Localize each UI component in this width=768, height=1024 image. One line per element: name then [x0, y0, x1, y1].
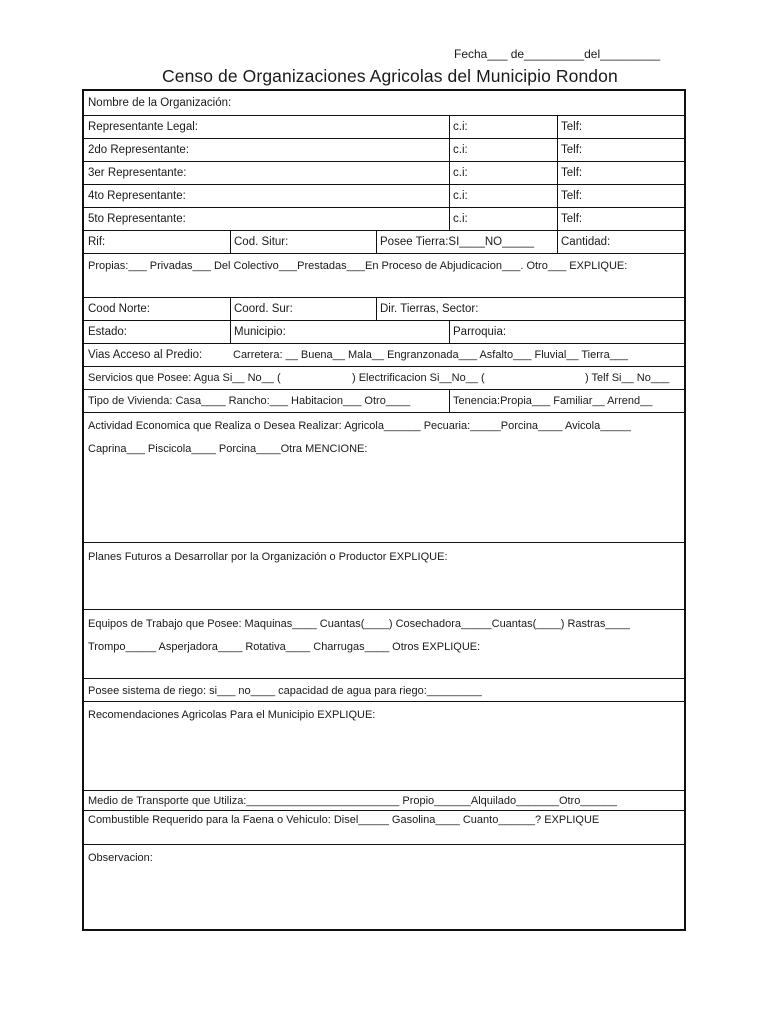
row-vivienda: [84, 389, 684, 413]
label-propias: Propias:___ Privadas___ Del Colectivo___Prestadas___En Proceso de Abjudicacion___. Otro___ EXPLIQUE:: [88, 260, 628, 272]
equipos-line-1: Equipos de Trabajo que Posee: Maquinas____ Cuantas(____) Cosechadora_____Cuantas(____) Rastras____: [88, 618, 630, 630]
servicios-telf: ) Telf Si__ No___: [585, 372, 670, 384]
row-combustible: [84, 810, 684, 845]
cell-telf: Telf:: [557, 116, 684, 139]
label-estado: Estado:: [88, 326, 127, 338]
cell-telf: Telf:: [557, 162, 684, 185]
label-observacion: Observacion:: [88, 852, 153, 864]
cell-dir-tierras: Dir. Tierras, Sector:: [376, 298, 684, 321]
row-rif: [84, 230, 684, 254]
label-nombre: Nombre de la Organización:: [88, 97, 232, 109]
vias-options: Carretera: __ Buena__ Mala__ Engranzonada___ Asfalto___ Fluvial__ Tierra___: [233, 349, 629, 361]
row-propias: [84, 253, 684, 298]
servicios-agua: Servicios que Posee: Agua Si__ No__ (: [88, 372, 281, 384]
label-vivienda: Tipo de Vivienda: Casa____ Rancho:___ Habitacion___ Otro____: [88, 395, 411, 407]
label-rif: Rif:: [88, 236, 106, 248]
row-rep4: [84, 184, 684, 208]
label-rep5: 5to Representante:: [88, 213, 186, 225]
cell-parroquia: Parroquia:: [449, 321, 684, 344]
label-combustible: Combustible Requerido para la Faena o Vehiculo: Disel_____ Gasolina____ Cuanto______? EXPLIQUE: [88, 814, 600, 826]
row-coordenadas: [84, 297, 684, 321]
cell-ci: c.i:: [449, 208, 557, 231]
row-nombre: [84, 91, 684, 115]
servicios-electrificacion: ) Electrificacion Si__No__ (: [352, 372, 485, 384]
row-equipos: [84, 609, 684, 679]
label-riego: Posee sistema de riego: si___ no____ capacidad de agua para riego:_________: [88, 685, 482, 697]
row-riego: [84, 678, 684, 702]
cell-cod-situr: Cod. Situr:: [230, 231, 376, 254]
date-line: Fecha___ de_________del_________: [454, 47, 661, 61]
cell-tenencia: Tenencia:Propia___ Familiar__ Arrend__: [449, 390, 684, 413]
label-vias: Vias Acceso al Predio:: [88, 349, 203, 361]
actividad-line-1: Actividad Economica que Realiza o Desea Realizar: Agricola______ Pecuaria:_____Porcina____ Avicola_____: [88, 420, 631, 432]
cell-ci: c.i:: [449, 185, 557, 208]
row-actividad-economica: [84, 412, 684, 543]
cell-municipio: Municipio:: [230, 321, 449, 344]
row-servicios: [84, 366, 684, 390]
label-rep-legal: Representante Legal:: [88, 121, 198, 133]
label-rep3: 3er Representante:: [88, 167, 187, 179]
cell-ci: c.i:: [449, 162, 557, 185]
row-rep2: [84, 138, 684, 162]
row-rep3: [84, 161, 684, 185]
label-planes: Planes Futuros a Desarrollar por la Organización o Productor EXPLIQUE:: [88, 551, 448, 563]
cell-telf: Telf:: [557, 185, 684, 208]
label-rep4: 4to Representante:: [88, 190, 186, 202]
row-recomendaciones: [84, 701, 684, 791]
row-rep-legal: [84, 115, 684, 139]
row-estado: [84, 320, 684, 344]
actividad-line-2: Caprina___ Piscicola____ Porcina____Otra MENCIONE:: [88, 443, 368, 455]
label-recomendaciones: Recomendaciones Agricolas Para el Municipio EXPLIQUE:: [88, 709, 376, 721]
label-rep2: 2do Representante:: [88, 144, 190, 156]
cell-posee-tierra: Posee Tierra:SI____NO_____: [376, 231, 557, 254]
cell-telf: Telf:: [557, 139, 684, 162]
cell-ci: c.i:: [449, 116, 557, 139]
label-transporte: Medio de Transporte que Utiliza:_________________________ Propio______Alquilado_______Otro______: [88, 795, 618, 807]
label-cood-norte: Cood Norte:: [88, 303, 151, 315]
row-planes-futuros: [84, 542, 684, 610]
cell-cantidad: Cantidad:: [557, 231, 684, 254]
census-form: [82, 89, 686, 931]
row-vias-acceso: [84, 343, 684, 367]
row-rep5: [84, 207, 684, 231]
cell-telf: Telf:: [557, 208, 684, 231]
cell-coord-sur: Coord. Sur:: [230, 298, 376, 321]
cell-ci: c.i:: [449, 139, 557, 162]
row-observacion: [84, 844, 684, 932]
row-transporte: [84, 790, 684, 811]
equipos-line-2: Trompo_____ Asperjadora____ Rotativa____ Charrugas____ Otros EXPLIQUE:: [88, 641, 481, 653]
form-title: Censo de Organizaciones Agricolas del Municipio Rondon: [162, 66, 618, 86]
